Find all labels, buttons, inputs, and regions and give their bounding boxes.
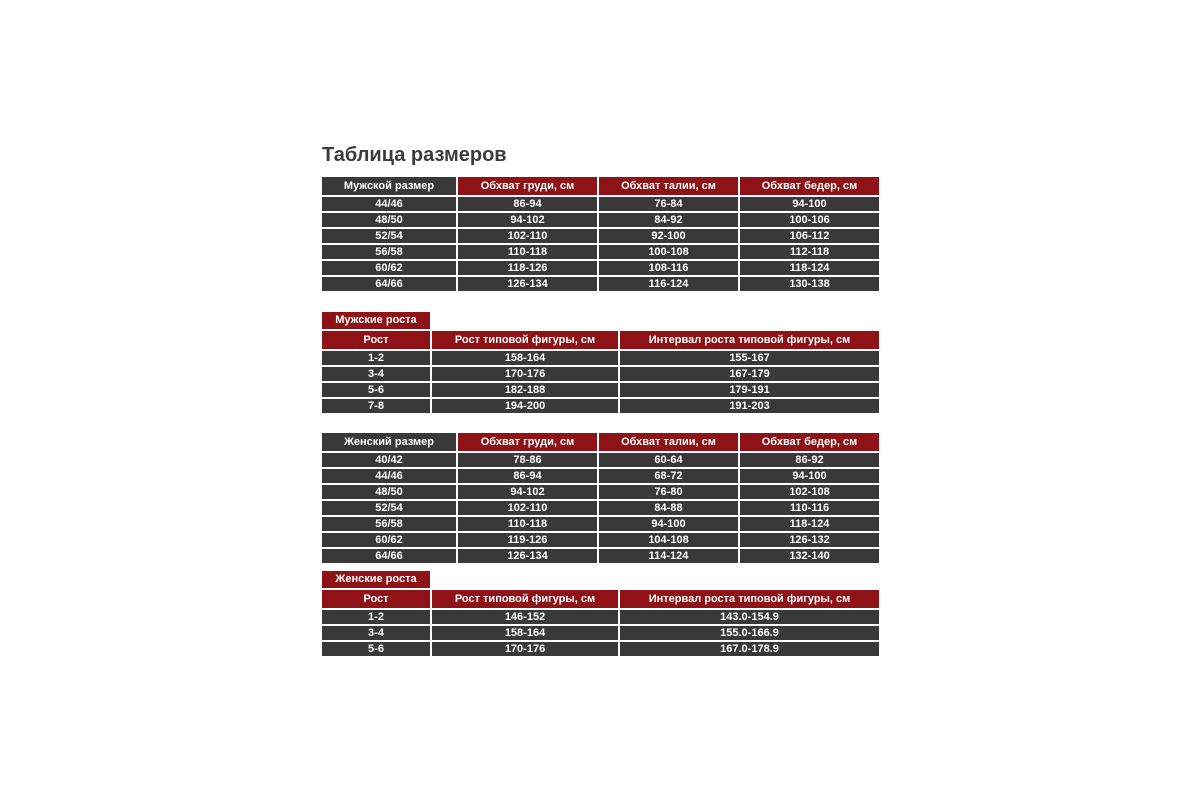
- table-cell: 132-140: [740, 549, 879, 563]
- table-cell: 76-84: [599, 197, 738, 211]
- column-header: Интервал роста типовой фигуры, см: [620, 331, 879, 349]
- column-header: Рост типовой фигуры, см: [432, 590, 618, 608]
- column-header: Рост: [322, 590, 430, 608]
- table-cell: 64/66: [322, 277, 456, 291]
- table-cell: 94-100: [599, 517, 738, 531]
- table-men-heights: [322, 331, 879, 413]
- table-cell: 1-2: [322, 610, 430, 624]
- table-cell: 118-124: [740, 261, 879, 275]
- column-header: Рост типовой фигуры, см: [432, 331, 618, 349]
- table-cell: 60-64: [599, 453, 738, 467]
- column-header: Женский размер: [322, 433, 456, 451]
- table-cell: 86-94: [458, 197, 597, 211]
- table-cell: 126-132: [740, 533, 879, 547]
- table-cell: 44/46: [322, 469, 456, 483]
- table-cell: 100-108: [599, 245, 738, 259]
- table-cell: 94-102: [458, 485, 597, 499]
- table-cell: 108-116: [599, 261, 738, 275]
- table-cell: 110-118: [458, 517, 597, 531]
- table-cell: 114-124: [599, 549, 738, 563]
- table-cell: 146-152: [432, 610, 618, 624]
- table-cell: 170-176: [432, 642, 618, 656]
- table-cell: 44/46: [322, 197, 456, 211]
- table-cell: 118-124: [740, 517, 879, 531]
- table-cell: 5-6: [322, 383, 430, 397]
- table-cell: 155.0-166.9: [620, 626, 879, 640]
- table-cell: 76-80: [599, 485, 738, 499]
- size-chart-content: [322, 144, 879, 656]
- table-cell: 118-126: [458, 261, 597, 275]
- table-cell: 86-94: [458, 469, 597, 483]
- table-cell: 48/50: [322, 485, 456, 499]
- table-cell: 68-72: [599, 469, 738, 483]
- column-header: Обхват бедер, см: [740, 433, 879, 451]
- table-cell: 52/54: [322, 501, 456, 515]
- table-tab-women-heights: Женские роста: [322, 571, 430, 588]
- table-cell: 86-92: [740, 453, 879, 467]
- table-cell: 130-138: [740, 277, 879, 291]
- table-cell: 52/54: [322, 229, 456, 243]
- table-cell: 126-134: [458, 549, 597, 563]
- table-cell: 112-118: [740, 245, 879, 259]
- table-cell: 116-124: [599, 277, 738, 291]
- table-cell: 60/62: [322, 261, 456, 275]
- table-cell: 155-167: [620, 351, 879, 365]
- table-cell: 194-200: [432, 399, 618, 413]
- table-women-heights: [322, 590, 879, 656]
- table-cell: 100-106: [740, 213, 879, 227]
- table-cell: 56/58: [322, 517, 456, 531]
- table-cell: 126-134: [458, 277, 597, 291]
- table-cell: 3-4: [322, 367, 430, 381]
- table-tab-men-heights: Мужские роста: [322, 312, 430, 329]
- table-section-women-heights: [322, 571, 879, 656]
- table-section-women-sizes: [322, 433, 879, 563]
- table-cell: 191-203: [620, 399, 879, 413]
- table-cell: 7-8: [322, 399, 430, 413]
- table-cell: 84-92: [599, 213, 738, 227]
- table-women-sizes: [322, 433, 879, 563]
- column-header: Обхват груди, см: [458, 177, 597, 195]
- table-cell: 78-86: [458, 453, 597, 467]
- column-header: Рост: [322, 331, 430, 349]
- column-header: Обхват бедер, см: [740, 177, 879, 195]
- table-cell: 106-112: [740, 229, 879, 243]
- table-cell: 167.0-178.9: [620, 642, 879, 656]
- table-cell: 102-110: [458, 501, 597, 515]
- table-cell: 40/42: [322, 453, 456, 467]
- table-cell: 143.0-154.9: [620, 610, 879, 624]
- table-cell: 5-6: [322, 642, 430, 656]
- table-section-men-sizes: [322, 177, 879, 291]
- column-header: Обхват талии, см: [599, 433, 738, 451]
- table-cell: 1-2: [322, 351, 430, 365]
- table-cell: 158-164: [432, 351, 618, 365]
- table-cell: 104-108: [599, 533, 738, 547]
- table-cell: 3-4: [322, 626, 430, 640]
- table-cell: 64/66: [322, 549, 456, 563]
- table-cell: 94-100: [740, 197, 879, 211]
- table-cell: 102-108: [740, 485, 879, 499]
- table-cell: 170-176: [432, 367, 618, 381]
- column-header: Обхват груди, см: [458, 433, 597, 451]
- table-cell: 92-100: [599, 229, 738, 243]
- table-cell: 158-164: [432, 626, 618, 640]
- column-header: Интервал роста типовой фигуры, см: [620, 590, 879, 608]
- column-header: Мужской размер: [322, 177, 456, 195]
- table-section-men-heights: [322, 312, 879, 413]
- table-cell: 179-191: [620, 383, 879, 397]
- table-cell: 167-179: [620, 367, 879, 381]
- table-cell: 102-110: [458, 229, 597, 243]
- table-cell: 110-118: [458, 245, 597, 259]
- table-cell: 94-102: [458, 213, 597, 227]
- table-cell: 182-188: [432, 383, 618, 397]
- table-men-sizes: [322, 177, 879, 291]
- table-cell: 60/62: [322, 533, 456, 547]
- table-cell: 119-126: [458, 533, 597, 547]
- table-cell: 56/58: [322, 245, 456, 259]
- tables-container: [322, 177, 879, 656]
- table-cell: 110-116: [740, 501, 879, 515]
- page-title: Таблица размеров: [322, 144, 507, 166]
- table-cell: 94-100: [740, 469, 879, 483]
- table-cell: 84-88: [599, 501, 738, 515]
- table-cell: 48/50: [322, 213, 456, 227]
- column-header: Обхват талии, см: [599, 177, 738, 195]
